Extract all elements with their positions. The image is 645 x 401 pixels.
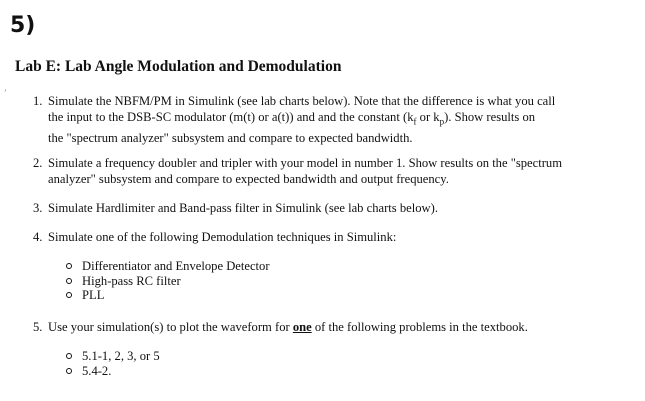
item-text-line: Use your simulation(s) to plot the waveform for one of the following problems in the textbook. [48, 320, 528, 334]
item-number: 3. [33, 201, 43, 215]
bullet-icon [66, 278, 72, 284]
demod-technique-list [66, 259, 626, 303]
textbook-problem-list [66, 349, 626, 378]
item-text-line: Simulate one of the following Demodulation techniques in Simulink: [48, 230, 397, 244]
sub-list-item: 5.1-1, 2, 3, or 5 [66, 349, 626, 364]
item-text-line: Simulate a frequency doubler and tripler with your model in number 1. Show results on the "spectrum [48, 156, 563, 170]
bullet-icon [66, 368, 72, 374]
bullet-icon [66, 292, 72, 298]
list-item-4 [33, 229, 633, 245]
list-item-5 [33, 319, 633, 335]
item-number: 1. [33, 94, 43, 108]
item-text-line: analyzer" subsystem and compare to expected bandwidth and output frequency. [48, 172, 449, 186]
margin-mark: ʼ [4, 88, 7, 97]
sub-list-item: High-pass RC filter [66, 274, 626, 289]
underlined-one: one [292, 320, 312, 334]
list-item-2 [33, 155, 633, 187]
problem-number: 5) [10, 13, 36, 38]
bullet-icon [66, 263, 72, 269]
item-text-line: the "spectrum analyzer" subsystem and compare to expected bandwidth. [48, 130, 413, 145]
sub-list-item: PLL [66, 288, 626, 303]
item-text-line: Simulate the NBFM/PM in Simulink (see lab charts below). Note that the difference is what you call [48, 94, 556, 108]
item-text-line: Simulate Hardlimiter and Band-pass filter in Simulink (see lab charts below). [48, 201, 438, 215]
item-number: 4. [33, 230, 43, 244]
list-item-1 [33, 93, 633, 146]
list-item-3 [33, 200, 633, 216]
item-number: 2. [33, 156, 43, 170]
lab-title: Lab E: Lab Angle Modulation and Demodulation [15, 58, 342, 75]
item-number: 5. [33, 320, 43, 334]
bullet-icon [66, 353, 72, 359]
sub-list-item: Differentiator and Envelope Detector [66, 259, 626, 274]
sub-list-item: 5.4-2. [66, 364, 626, 379]
item-text-line: the input to the DSB-SC modulator (m(t) or a(t)) and and the constant ($k_f$ or $k_p$). Show results on [48, 110, 536, 127]
